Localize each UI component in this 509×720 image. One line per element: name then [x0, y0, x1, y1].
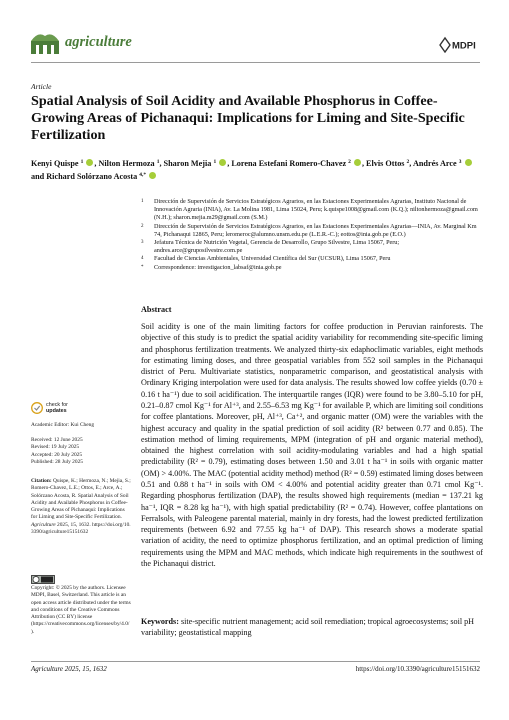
citation-text: Quispe, K.; Hermoza, N.; Mejia, S.; Romero-Chavez, L.E.; Ottos, E.; Arce, A.; Solórzano Acosta, R. Spatial Analysis of Soil Acidity and Available Phosphorus in Coffee-Growing Areas of Pichanaqui: Implications for Liming and Site-Specific Fertilization. — [31, 478, 131, 521]
date-received: Received: 12 June 2025 — [31, 437, 83, 443]
citation-volume: 2025, 15, 1632. — [57, 521, 91, 528]
abstract-text: Soil acidity is one of the main limiting factors for coffee production in Peruvian rainforests. The objective of this study is to predict the spatial acidity variability for recommending site-specific liming and phosphorus fertilization treatments. We analyzed thirty-six edaphoclimatic variables, eight methods for estimating liming doses, and three geospatial variables from 552 soil samples in the Pichanaqui district of Peru. Multivariate statistics, nonparametric comparison, and geostatistical analysis with Ordinary Kriging interpolation were used for data analysis. The results showed low coffee yields (0.70 ± 0.16 t ha⁻¹) due to soil acidification. The interquartile ranges (IQR) were found to be 3.80–5.10 for pH, 0.21–0.87 cmol Kg⁻¹ for Al⁺³, and 2.55–6.53 mg Kg⁻¹ for available P, which are limiting soil conditions for coffee plantations. Moreover, pH, Al⁺³, Ca⁺², and organic matter (OM) were the variables with the highest accuracy and quality in the spatial prediction of soil acidity (R² between 0.77 and 0.85). The estimation method of liming requirements, MPM (integration of pH and organic material method), obtained the highest correlation with soil acidity-modulating variables and had a high spatial predictability (R² = 0.79), estimating doses between 1.50 and 3.01 t ha⁻¹ in soils with organic matter (OM) > 4.00%. The MAC (potential acidity method) method (R² = 0.59) estimated liming doses between 0.51 and 0.88 t ha⁻¹ in soils with OM < 4.00% and potential acidity greater than 0.71 cmol Kg⁻¹. Regarding phosphorus fertilization (DAP), the results showed high requirements (median = 137.21 kg ha⁻¹, IQR = 8.28 kg ha⁻¹), with high spatial predictability (R² = 0.74). However, coffee plantations on Ferralsols, with Paleogene parental material, mainly in dry forests, had the lowest predicted fertilization requirements (between 6.92 and 77.55 kg ha⁻¹ of DAP). This research shows a moderate spatial variation of acidity, the need to optimize phosphorus fertilization, and an optimal prediction of liming requirements using the MPM and MAC methods, which indicate high requirements in the southwest of the Pichanaqui district. — [141, 322, 483, 568]
affiliation-number: 1 — [141, 199, 144, 204]
check-updates-label — [46, 402, 68, 415]
affiliation-text: Jefatura Técnica de Nutrición Vegetal, Gerencia de Desarrollo, Grupo Silvestre, Lima 15067, Peru; andres.arce@gruposilvestre.com.pe — [154, 239, 400, 255]
mdpi-logo-text: MDPI — [452, 40, 476, 52]
check-updates-icon — [31, 401, 43, 415]
abstract-heading: Abstract — [141, 305, 172, 314]
orcid-icon[interactable] — [354, 159, 361, 166]
author-list: Kenyi Quispe $^1$ , Nilton Hermoza $^1$, Sharon Mejia $^1$ , Lorena Estefani Romero-Chavez $^2$ , Elvis Ottos $^2$, Andrés Arce $^3$ and Richard Solórzano Acosta $^{4,*}$ — [31, 157, 481, 182]
publication-dates — [31, 437, 131, 466]
footer-divider — [31, 661, 480, 662]
author-name[interactable]: Andrés Arce $^3$ — [413, 159, 473, 168]
footer-journal-info: Agriculture 2025, 15, 1632 — [31, 665, 107, 673]
orcid-icon[interactable] — [465, 159, 472, 166]
keywords-label: Keywords: — [141, 617, 179, 626]
orcid-icon[interactable] — [149, 172, 156, 179]
keywords-text: site-specific nutrient management; acid soil remediation; tropical agroecosystems; soil pH variability; geostatistical mapping — [141, 617, 475, 638]
affiliation-item — [141, 198, 483, 223]
affiliation-item — [141, 264, 483, 272]
affiliation-item — [141, 255, 483, 263]
affiliation-item — [141, 223, 483, 239]
author-affiliation-marker: 1 — [213, 159, 217, 165]
citation-journal: Agriculture — [31, 521, 56, 528]
author-affiliation-marker: 1 — [80, 159, 84, 165]
citation-doi-link[interactable]: https://doi.org/10.3390/agriculture15151632 — [31, 521, 131, 536]
author-affiliation-marker: 4,* — [139, 171, 147, 178]
orcid-icon[interactable] — [86, 159, 93, 166]
academic-editor: Academic Editor: Kui Cheng — [31, 422, 95, 428]
affiliation-text: Dirección de Supervisión de Servicios Estratégicos Agrarios, en las Estaciones Experimentales Agrarias, Instituto Nacional de Innovación Agraria (INIA), Av. La Molina 1981, Lima 15024, Peru; k.quispe1008@gmail.com (K.Q.); niltonhermoza@gmail.com (N.H.); sharon.mejia.m29@gmail.com (S.M.) — [154, 198, 478, 222]
author-name[interactable]: Lorena Estefani Romero-Chavez $^2$ — [231, 159, 362, 168]
footer-doi[interactable]: https://doi.org/10.3390/agriculture15151632 — [355, 665, 480, 673]
keywords — [141, 616, 483, 639]
affiliation-number: 2 — [141, 223, 144, 229]
check-for-updates-button[interactable] — [31, 399, 91, 421]
author-affiliation-marker: 3 — [458, 159, 462, 165]
check-updates-line2: updates — [46, 408, 67, 415]
author-name[interactable]: Elvis Ottos $^2$ — [366, 159, 410, 168]
date-published: Published: 28 July 2025 — [31, 458, 83, 465]
header-divider — [31, 62, 480, 63]
date-revised: Revised: 19 July 2025 — [31, 444, 80, 451]
author-name[interactable]: Nilton Hermoza $^1$ — [98, 159, 160, 168]
affiliation-number: * — [141, 264, 144, 270]
journal-logo-icon — [30, 29, 60, 55]
copyright-notice: Copyright: © 2025 by the authors. Licensee MDPI, Basel, Switzerland. This article is an open access article distributed under the terms and conditions of the Creative Commons Attribution (CC BY) license (https://creativecommons.org/licenses/by/4.0/). — [31, 585, 131, 635]
author-affiliation-marker: 2 — [406, 159, 410, 165]
author-name[interactable]: Sharon Mejia $^1$ — [164, 159, 228, 168]
author-name[interactable]: Kenyi Quispe $^1$ — [31, 159, 94, 168]
check-updates-line1: check for — [46, 402, 68, 408]
date-accepted: Accepted: 20 July 2025 — [31, 451, 83, 458]
citation-block — [31, 478, 131, 536]
affiliation-number: 4 — [141, 256, 144, 262]
affiliations — [141, 198, 483, 272]
affiliation-item — [141, 239, 483, 255]
cc-by-license-icon[interactable] — [31, 575, 55, 584]
citation-label: Citation: — [31, 478, 52, 484]
author-name[interactable]: Richard Solórzano Acosta $^{4,*}$ — [46, 172, 157, 181]
affiliation-text: Correspondence: investigacion_labsaf@inia.gob.pe — [154, 263, 282, 271]
orcid-icon[interactable] — [219, 159, 226, 166]
author-affiliation-marker: 1 — [156, 159, 160, 165]
article-type: Article — [31, 82, 52, 91]
affiliation-number: 3 — [141, 240, 144, 246]
affiliation-text: Facultad de Ciencias Ambientales, Universidad Científica del Sur (UCSUR), Lima 15067, Peru — [154, 255, 391, 263]
affiliation-text: Dirección de Supervisión de Servicios Estratégicos Agrarios, en las Estaciones Experimentales Agrarias—INIA, Av. Marginal Km 74, Pichanaqui 12865, Peru; leromeroc@alumno.unsm.edu.pe (L.E.R.-C.); eottos@inia.gob.pe (E.O.) — [154, 222, 477, 238]
paper-title: Spatial Analysis of Soil Acidity and Available Phosphorus in Coffee-Growing Areas of Pichanaqui: Implications for Liming and Site-Specific Fertilization — [31, 93, 465, 143]
journal-name[interactable]: agriculture — [65, 34, 132, 50]
mdpi-logo-icon[interactable] — [439, 36, 479, 53]
author-affiliation-marker: 2 — [348, 159, 351, 165]
